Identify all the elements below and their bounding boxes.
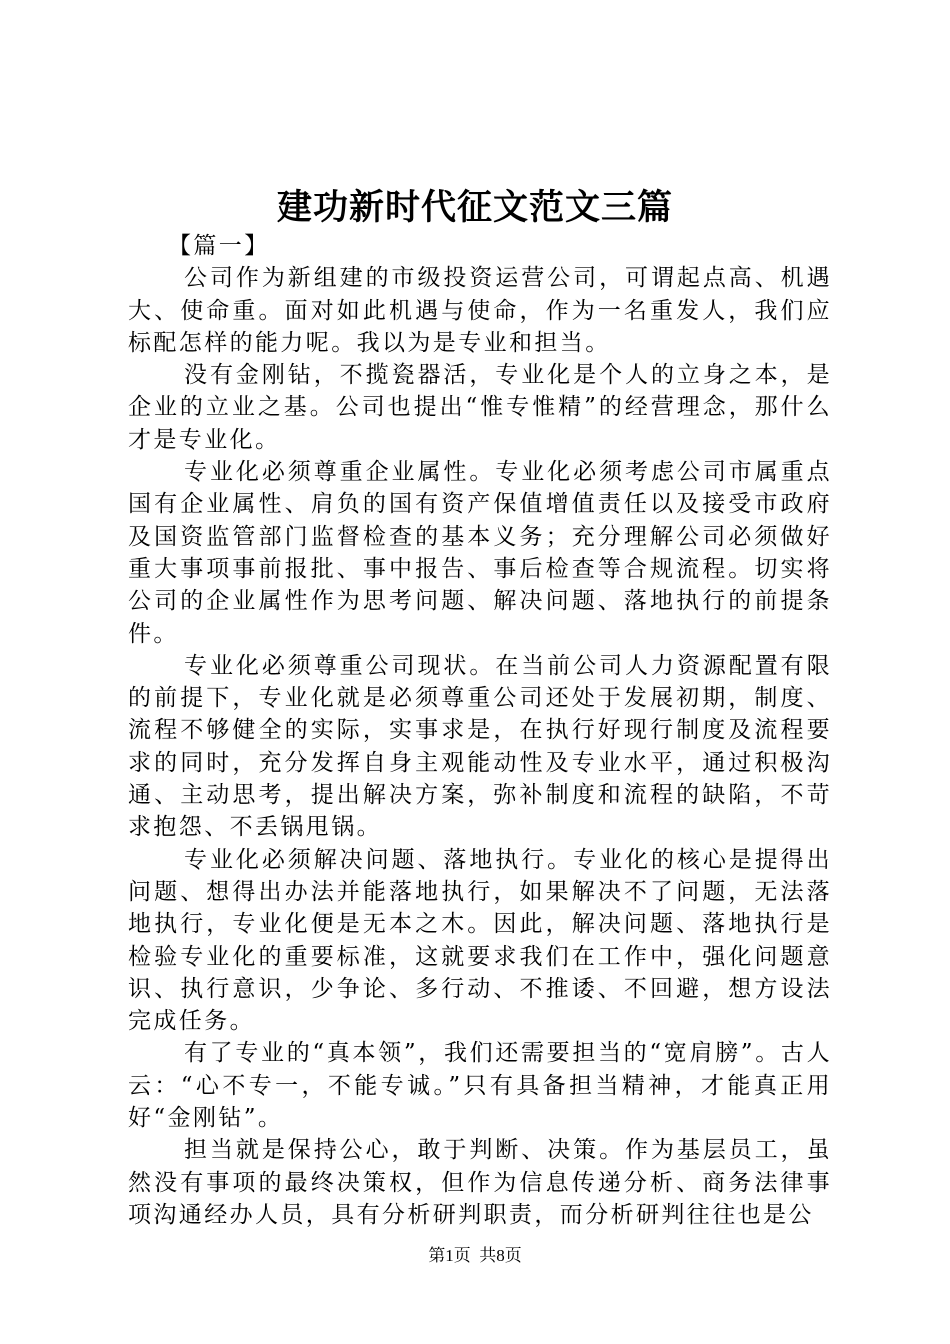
document-body xyxy=(128,230,832,1231)
paragraph: 担当就是保持公心，敢于判断、决策。作为基层员工，虽然没有事项的最终决策权，但作为信息传递分析、商务法律事项沟通经办人员，具有分析研判职责，而分析研判往往也是公 xyxy=(128,1137,832,1228)
page-footer xyxy=(0,1244,950,1268)
paragraph: 有了专业的“真本领”，我们还需要担当的“宽肩膀”。古人云：“心不专一，不能专诚。”只有具备担当精神，才能真正用好“金刚钻”。 xyxy=(128,1040,832,1132)
page-number: 第1页 共8页 xyxy=(428,1246,522,1265)
paragraph: 专业化必须解决问题、落地执行。专业化的核心是提得出问题、想得出办法并能落地执行，如果解决不了问题，无法落地执行，专业化便是无本之木。因此，解决问题、落地执行是检验专业化的重要标准，这就要求我们在工作中，强化问题意识、执行意识，少争论、多行动、不推诿、不回避，想方设法完成任务。 xyxy=(128,846,832,1035)
paragraph: 专业化必须尊重公司现状。在当前公司人力资源配置有限的前提下，专业化就是必须尊重公司还处于发展初期，制度、流程不够健全的实际，实事求是，在执行好现行制度及流程要求的同时，充分发挥自身主观能动性及专业水平，通过积极沟通、主动思考，提出解决方案，弥补制度和流程的缺陷，不苛求抱怨、不丢锅甩锅。 xyxy=(128,652,832,841)
paragraph: 没有金刚钻，不揽瓷器活，专业化是个人的立身之本，是企业的立业之基。公司也提出“惟专惟精”的经营理念，那什么才是专业化。 xyxy=(128,362,832,453)
paragraph: 专业化必须尊重企业属性。专业化必须考虑公司市属重点国有企业属性、肩负的国有资产保值增值责任以及接受市政府及国资监管部门监督检查的基本义务；充分理解公司必须做好重大事项事前报批、事中报告、事后检查等合规流程。切实将公司的企业属性作为思考问题、解决问题、落地执行的前提条件。 xyxy=(128,459,832,647)
paragraph: 公司作为新组建的市级投资运营公司，可谓起点高、机遇大、使命重。面对如此机遇与使命，作为一名重发人，我们应标配怎样的能力呢。我以为是专业和担当。 xyxy=(128,265,832,356)
section-heading: 【篇一】 xyxy=(168,233,270,259)
document-title: 建功新时代征文范文三篇 xyxy=(276,187,673,228)
